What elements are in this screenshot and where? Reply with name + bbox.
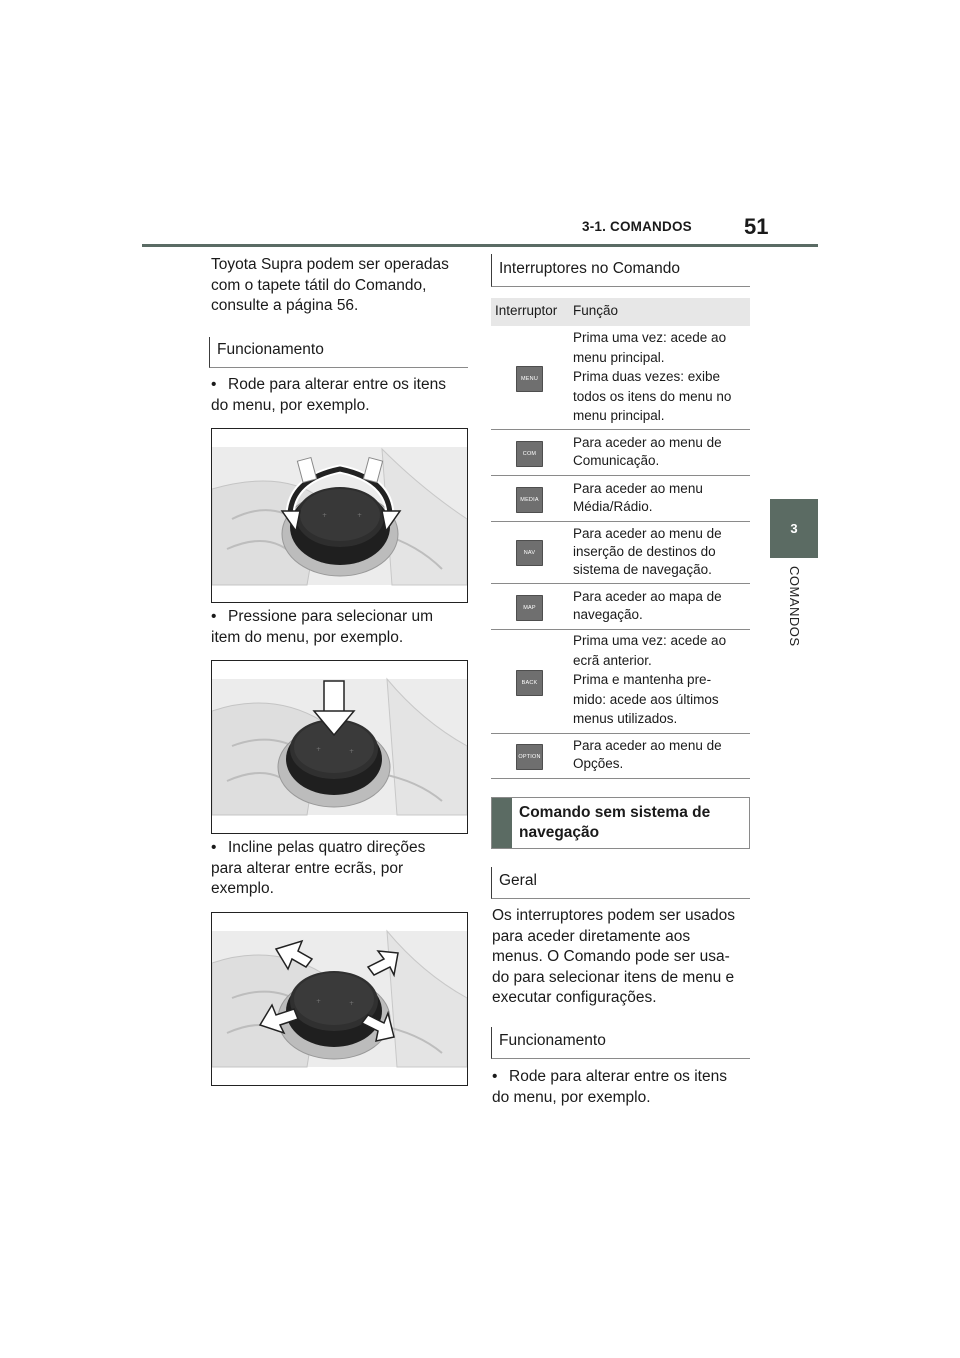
bullet-line: do menu, por exemplo.	[492, 1088, 651, 1106]
function-line: navegação.	[573, 607, 643, 622]
bullet-line: Rode para alterar entre os itens	[509, 1068, 727, 1085]
heading-line: navegação	[519, 824, 600, 841]
function-line: inserção de destinos do	[573, 544, 716, 559]
svg-text:+: +	[316, 746, 322, 753]
table-row	[491, 734, 750, 779]
bullet-press-left	[211, 607, 488, 648]
heading-text: Interruptores no Comando	[499, 260, 680, 277]
general-line: executar configurações.	[492, 989, 657, 1006]
intro-line: consulte a página 56.	[211, 297, 359, 314]
chapter-number: 3	[790, 521, 798, 536]
function-line: menus utilizados.	[573, 711, 678, 726]
media-button-icon[interactable]: MEDIA	[516, 487, 543, 513]
figure-tilt	[211, 912, 468, 1086]
figure-rotate	[211, 428, 468, 603]
intro-line: Toyota Supra podem ser operadas	[211, 256, 449, 273]
table-row	[491, 326, 750, 430]
function-line: Para aceder ao menu de	[573, 435, 722, 450]
back-button-icon[interactable]: BACK	[516, 670, 543, 696]
bullet-line: Rode para alterar entre os itens	[228, 376, 446, 393]
table-row	[491, 584, 750, 630]
bullet-dot: •	[211, 839, 217, 856]
function-line: Prima uma vez: acede ao	[573, 633, 727, 648]
bullet-line: do menu, por exemplo.	[211, 396, 370, 414]
heading-accent-bar	[492, 798, 512, 848]
table-row	[491, 476, 750, 522]
function-line: Para aceder ao menu de	[573, 738, 722, 753]
table-header	[491, 298, 750, 326]
bullet-line: item do menu, por exemplo.	[211, 628, 404, 646]
general-line: do para selecionar itens de menu e	[492, 968, 735, 986]
svg-text:+: +	[316, 998, 322, 1005]
row-function	[573, 525, 722, 579]
function-line: Prima e mantenha pre-	[573, 672, 712, 687]
bullet-rotate-right	[492, 1067, 769, 1108]
general-line: para aceder diretamente aos	[492, 927, 691, 945]
row-function	[573, 328, 731, 426]
heading-text	[519, 803, 710, 843]
figure-press	[211, 660, 468, 834]
function-line: Comunicação.	[573, 453, 660, 468]
controller-rotate-illustration	[212, 429, 467, 602]
section-title: 3-1. COMANDOS	[582, 219, 692, 234]
col-switch: Interruptor	[495, 303, 558, 318]
controller-press-illustration	[212, 661, 467, 833]
menu-button-icon[interactable]: MENU	[516, 366, 543, 392]
function-line: Média/Rádio.	[573, 499, 653, 514]
row-function	[573, 737, 722, 773]
general-heading	[491, 867, 750, 899]
svg-text:+: +	[322, 512, 328, 519]
bullet-line: exemplo.	[211, 880, 274, 897]
option-button-icon[interactable]: OPTION	[516, 744, 543, 770]
function-line: Prima uma vez: acede ao	[573, 330, 727, 345]
table-row	[491, 522, 750, 584]
function-line: Para aceder ao menu	[573, 481, 703, 496]
svg-text:+: +	[357, 512, 363, 519]
table-row	[491, 430, 750, 476]
heading-line: Comando sem sistema de	[519, 804, 711, 821]
header-rule	[142, 244, 818, 247]
function-line: Opções.	[573, 756, 624, 771]
general-line: menus. O Comando pode ser usa-	[492, 948, 730, 965]
function-line: menu principal.	[573, 349, 665, 365]
table-row	[491, 630, 750, 734]
col-function: Função	[573, 303, 619, 318]
bullet-dot: •	[492, 1068, 498, 1085]
row-function	[573, 480, 703, 516]
heading-text: Funcionamento	[499, 1032, 606, 1049]
page-number: 51	[744, 214, 769, 239]
bullet-rotate-left	[211, 375, 488, 416]
function-line: Para aceder ao menu de	[573, 526, 722, 541]
com-button-icon[interactable]: COM	[516, 441, 543, 467]
bullet-line: Pressione para selecionar um	[228, 608, 434, 625]
operation-heading-right	[491, 1027, 750, 1059]
bullet-dot: •	[211, 376, 217, 393]
switches-heading	[491, 254, 750, 287]
svg-text:+: +	[349, 1000, 355, 1007]
bullet-tilt-left	[211, 838, 488, 900]
function-line: mido: acede aos últimos	[573, 691, 719, 707]
no-navigation-heading	[491, 797, 750, 849]
function-line: menu principal.	[573, 408, 665, 423]
map-button-icon[interactable]: MAP	[516, 595, 543, 621]
intro-paragraph	[211, 255, 471, 317]
function-line: Prima duas vezes: exibe	[573, 369, 721, 384]
controller-tilt-illustration	[212, 913, 467, 1085]
function-line: sistema de navegação.	[573, 562, 712, 577]
chapter-tab[interactable]	[770, 499, 818, 558]
operation-heading-left	[209, 337, 468, 368]
bullet-line: para alterar entre ecrãs, por	[211, 859, 404, 877]
heading-text: Funcionamento	[217, 341, 324, 358]
row-function	[573, 588, 722, 624]
bullet-dot: •	[211, 608, 217, 625]
general-line: Os interruptores podem ser usados	[492, 907, 735, 924]
svg-text:+: +	[349, 748, 355, 755]
function-line: todos os itens do menu no	[573, 388, 732, 404]
bullet-line: Incline pelas quatro direções	[228, 839, 426, 856]
row-function	[573, 434, 722, 470]
heading-text: Geral	[499, 872, 537, 889]
row-function	[573, 631, 726, 729]
intro-line: com o tapete tátil do Comando,	[211, 276, 427, 294]
chapter-label: COMANDOS	[787, 566, 802, 647]
function-line: ecrã anterior.	[573, 652, 652, 668]
nav-button-icon[interactable]: NAV	[516, 540, 543, 566]
function-line: Para aceder ao mapa de	[573, 589, 722, 604]
general-paragraph	[492, 906, 754, 1009]
